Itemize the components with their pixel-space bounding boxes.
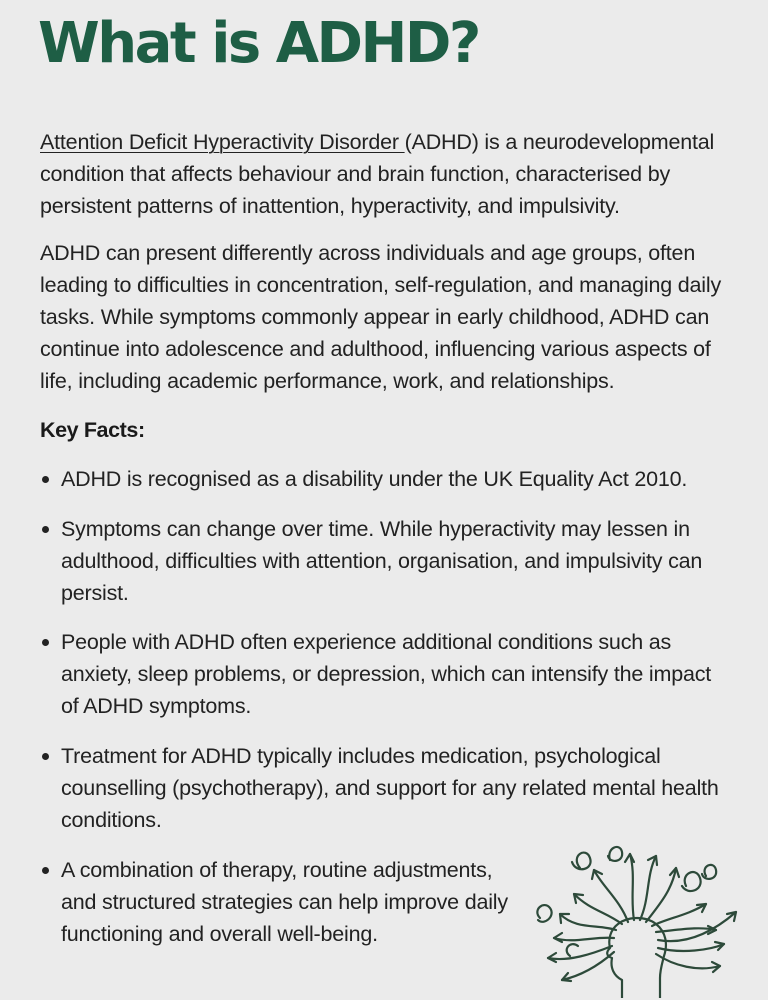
fact-text: A combination of therapy, routine adjustments, and structured strategies can help improve daily functioning and overall well-being. bbox=[61, 858, 508, 946]
description-paragraph: ADHD can present differently across individuals and age groups, often leading to difficulties in concentration, self-regulation, and managing daily tasks. While symptoms commonly appear in early childhood, ADHD can continue into adolescence and adulthood, influencing various aspects of life, including academic performance, work, and relationships. bbox=[40, 241, 721, 393]
key-facts-heading: Key Facts: bbox=[40, 418, 145, 442]
fact-text: ADHD is recognised as a disability under the UK Equality Act 2010. bbox=[61, 467, 688, 491]
intro-paragraph bbox=[40, 126, 740, 222]
list-item bbox=[40, 513, 730, 609]
list-item bbox=[40, 854, 510, 950]
page-title: What is ADHD? bbox=[38, 11, 479, 76]
list-item bbox=[40, 463, 730, 495]
fact-text: People with ADHD often experience additional conditions such as anxiety, sleep problems, or depression, which can intensify the impact of ADHD symptoms. bbox=[61, 630, 712, 718]
head-with-scattered-arrows-icon bbox=[510, 820, 750, 998]
list-item bbox=[40, 626, 730, 722]
adhd-definition-link[interactable]: Attention Deficit Hyperactivity Disorder bbox=[40, 130, 405, 154]
fact-text: Symptoms can change over time. While hyperactivity may lessen in adulthood, difficulties with attention, organisation, and impulsivity can persist. bbox=[61, 517, 703, 605]
fact-text: Treatment for ADHD typically includes medication, psychological counselling (psychotherapy), and support for any related mental health conditions. bbox=[61, 744, 719, 832]
intro-text: (ADHD) is a neurodevelopmental condition that affects behaviour and brain function, characterised by persistent patterns of inattention, hyperactivity, and impulsivity. bbox=[40, 130, 715, 218]
